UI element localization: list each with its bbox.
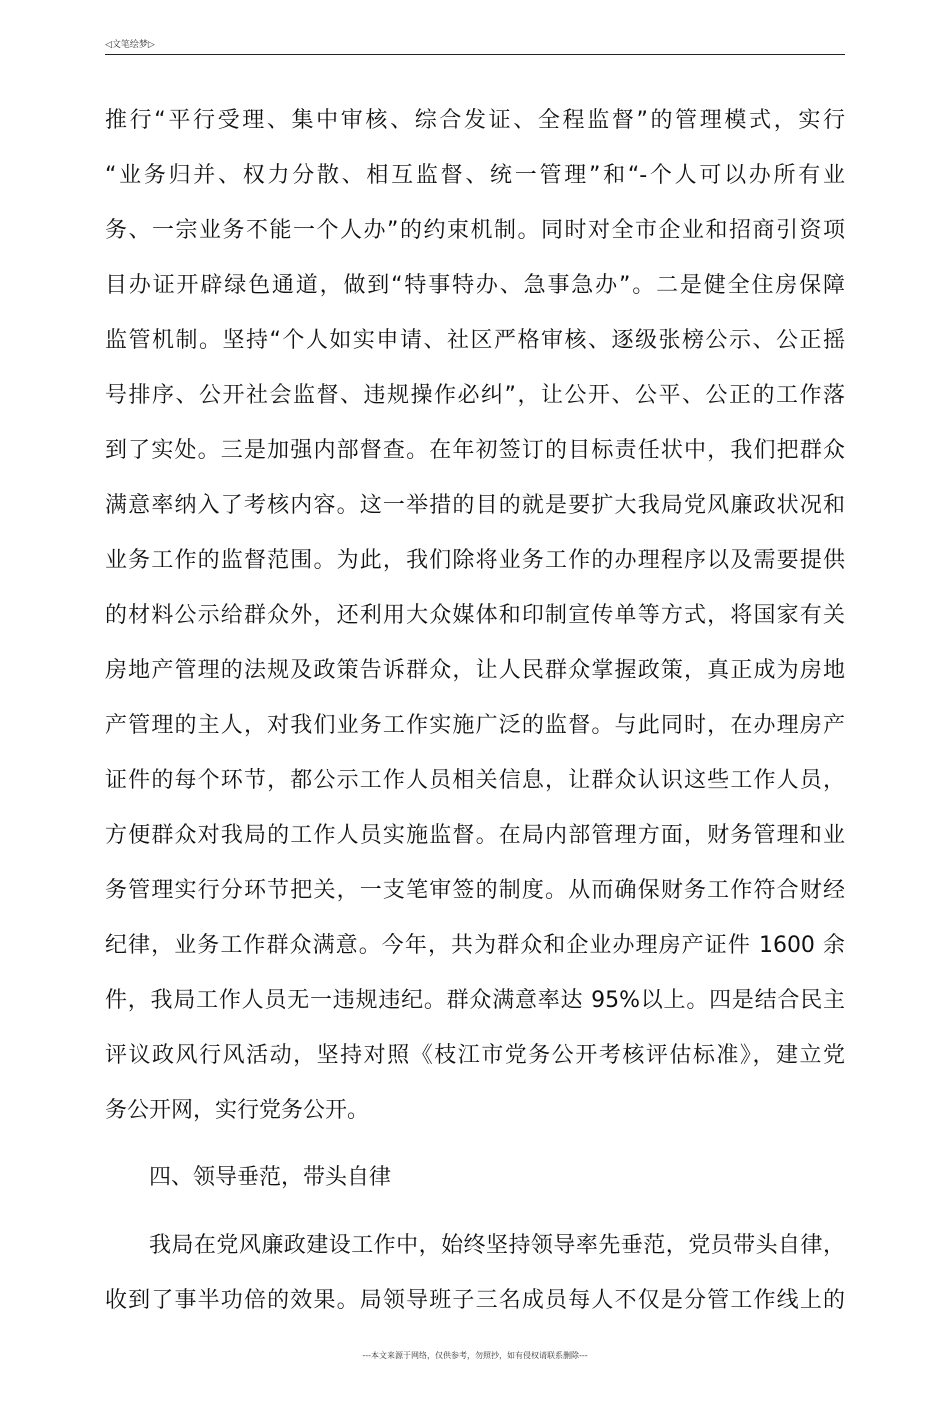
text-line: 证件的每个环节，都公示工作人员相关信息，让群众认识这些工作人员， [105,768,845,793]
text-line: 推行“平行受理、集中审核、综合发证、全程监督”的管理模式，实行 [105,108,845,133]
text-line: 方便群众对我局的工作人员实施监督。在局内部管理方面，财务管理和业 [105,823,845,848]
text-line: 目办证开辟绿色通道，做到“特事特办、急事急办”。二是健全住房保障 [105,273,845,298]
text-line: 的材料公示给群众外，还利用大众媒体和印制宣传单等方式，将国家有关 [105,603,845,628]
text-line: 务公开网，实行党务公开。 [105,1098,370,1123]
text-line: 房地产管理的法规及政策告诉群众，让人民群众掌握政策，真正成为房地 [105,658,845,683]
text-line: 务、一宗业务不能一个人办”的约束机制。同时对全市企业和招商引资项 [105,218,845,243]
header-mark: ◁文笔绘梦▷ [105,40,155,50]
text-line: 件，我局工作人员无一违规违纪。群众满意率达 95%以上。四是结合民主 [105,988,845,1013]
text-line: 号排序、公开社会监督、违规操作必纠”，让公开、公平、公正的工作落 [105,383,845,408]
footer-disclaimer: ---本文来源于网络，仅供参考，勿照抄，如有侵权请联系删除--- [362,1351,588,1360]
text-line: 评议政风行风活动，坚持对照《枝江市党务公开考核评估标准》，建立党 [105,1043,845,1068]
section-heading: 四、领导垂范，带头自律 [149,1165,392,1190]
text-line: 产管理的主人，对我们业务工作实施广泛的监督。与此同时，在办理房产 [105,713,845,738]
header-divider [105,54,845,55]
text-line: 我局在党风廉政建设工作中，始终坚持领导率先垂范，党员带头自律， [149,1233,845,1258]
text-line: 收到了事半功倍的效果。局领导班子三名成员每人不仅是分管工作线上的 [105,1288,845,1313]
text-line: 监管机制。坚持“个人如实申请、社区严格审核、逐级张榜公示、公正摇 [105,328,845,353]
text-line: 到了实处。三是加强内部督查。在年初签订的目标责任状中，我们把群众 [105,438,845,463]
text-line: “业务归并、权力分散、相互监督、统一管理”和“-个人可以办所有业 [105,163,845,188]
text-line: 业务工作的监督范围。为此，我们除将业务工作的办理程序以及需要提供 [105,548,845,573]
text-line: 务管理实行分环节把关，一支笔审签的制度。从而确保财务工作符合财经 [105,878,845,903]
text-line: 满意率纳入了考核内容。这一举措的目的就是要扩大我局党风廉政状况和 [105,493,845,518]
text-line: 纪律，业务工作群众满意。今年，共为群众和企业办理房产证件 1600 余 [105,933,845,958]
